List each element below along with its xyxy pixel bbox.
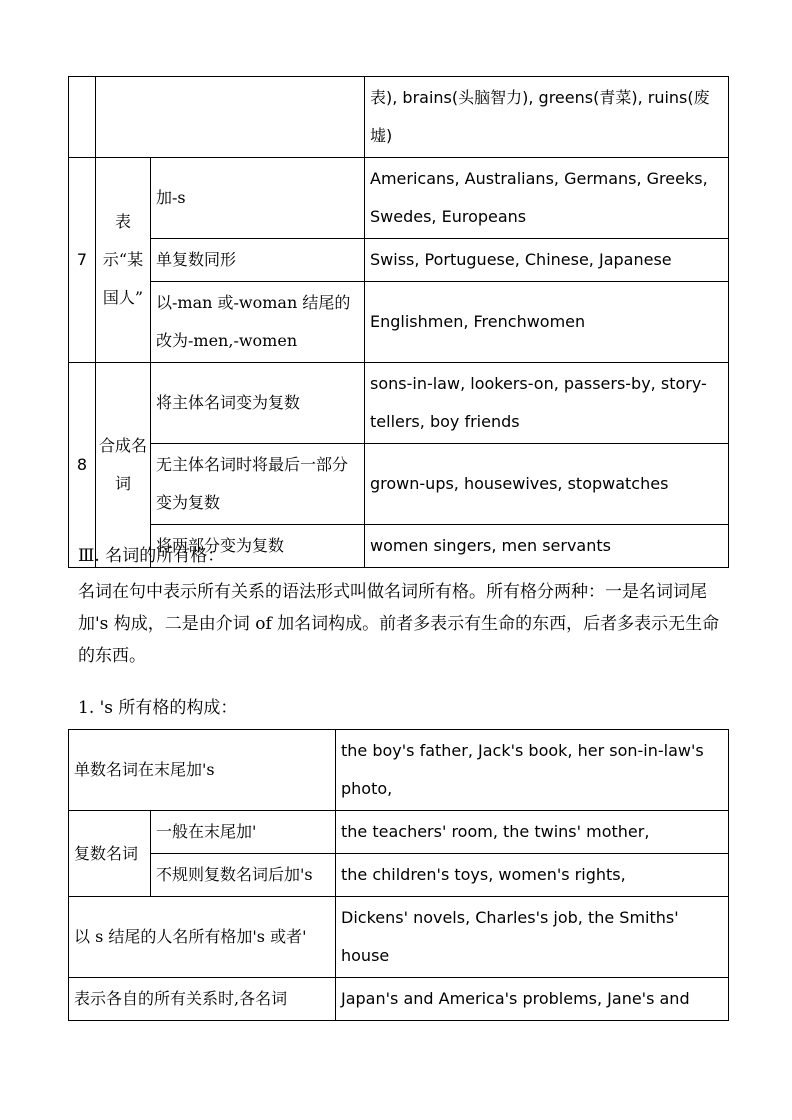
rule-cell: 单复数同形 [151,239,365,282]
rule-cell: 单数名词在末尾加's [69,730,336,811]
table-row [69,854,729,897]
table-row [69,77,729,158]
rule-cell [96,77,365,158]
examples-cell: Swiss, Portuguese, Chinese, Japanese [365,239,729,282]
table-row [69,282,729,363]
examples-cell: grown-ups, housewives, stopwatches [365,444,729,525]
examples-cell: the children's toys, women's rights, [336,854,729,897]
table-row [69,239,729,282]
examples-cell: 表), brains(头脑智力), greens(青菜), ruins(废墟) [365,77,729,158]
examples-cell: the teachers' room, the twins' mother, [336,811,729,854]
rule-cell: 将两部分变为复数 [151,525,365,568]
examples-cell: the boy's father, Jack's book, her son-in-law's photo, [336,730,729,811]
table-row [69,158,729,239]
row-number: 8 [69,363,96,568]
category-cell: 合成名词 [96,363,151,568]
table-row [69,363,729,444]
table-row [69,978,729,1021]
section-heading: Ⅲ. 名词的所有格： [78,546,225,566]
plural-forms-table [68,76,729,568]
table-row [69,730,729,811]
table-row [69,897,729,978]
rule-cell: 以-man 或-woman 结尾的改为-men,-women [151,282,365,363]
examples-cell: Dickens' novels, Charles's job, the Smiths' house [336,897,729,978]
rule-cell: 以 s 结尾的人名所有格加's 或者' [69,897,336,978]
examples-cell: sons-in-law, lookers-on, passers-by, story-tellers, boy friends [365,363,729,444]
section-paragraph: 名词在句中表示所有关系的语法形式叫做名词所有格。所有格分两种：一是名词词尾加's 构成，二是由介词 of 加名词构成。前者多表示有生命的东西，后者多表示无生命的东西。 [78,582,720,666]
table-row [69,811,729,854]
row-number: 7 [69,158,96,363]
section-subheading: 1. 's 所有格的构成： [78,698,238,718]
rule-cell: 将主体名词变为复数 [151,363,365,444]
category-cell: 复数名词 [69,811,151,897]
possessive-table [68,729,729,1021]
rule-cell: 无主体名词时将最后一部分变为复数 [151,444,365,525]
examples-cell: women singers, men servants [365,525,729,568]
category-cell: 表示“某国人” [96,158,151,363]
rule-cell: 表示各自的所有关系时,各名词 [69,978,336,1021]
rule-cell: 不规则复数名词后加's [151,854,336,897]
examples-cell: Americans, Australians, Germans, Greeks, Swedes, Europeans [365,158,729,239]
examples-cell: Englishmen, Frenchwomen [365,282,729,363]
num-cell [69,77,96,158]
rule-cell: 加-s [151,158,365,239]
table-row [69,444,729,525]
examples-cell: Japan's and America's problems, Jane's and [336,978,729,1021]
rule-cell: 一般在末尾加' [151,811,336,854]
